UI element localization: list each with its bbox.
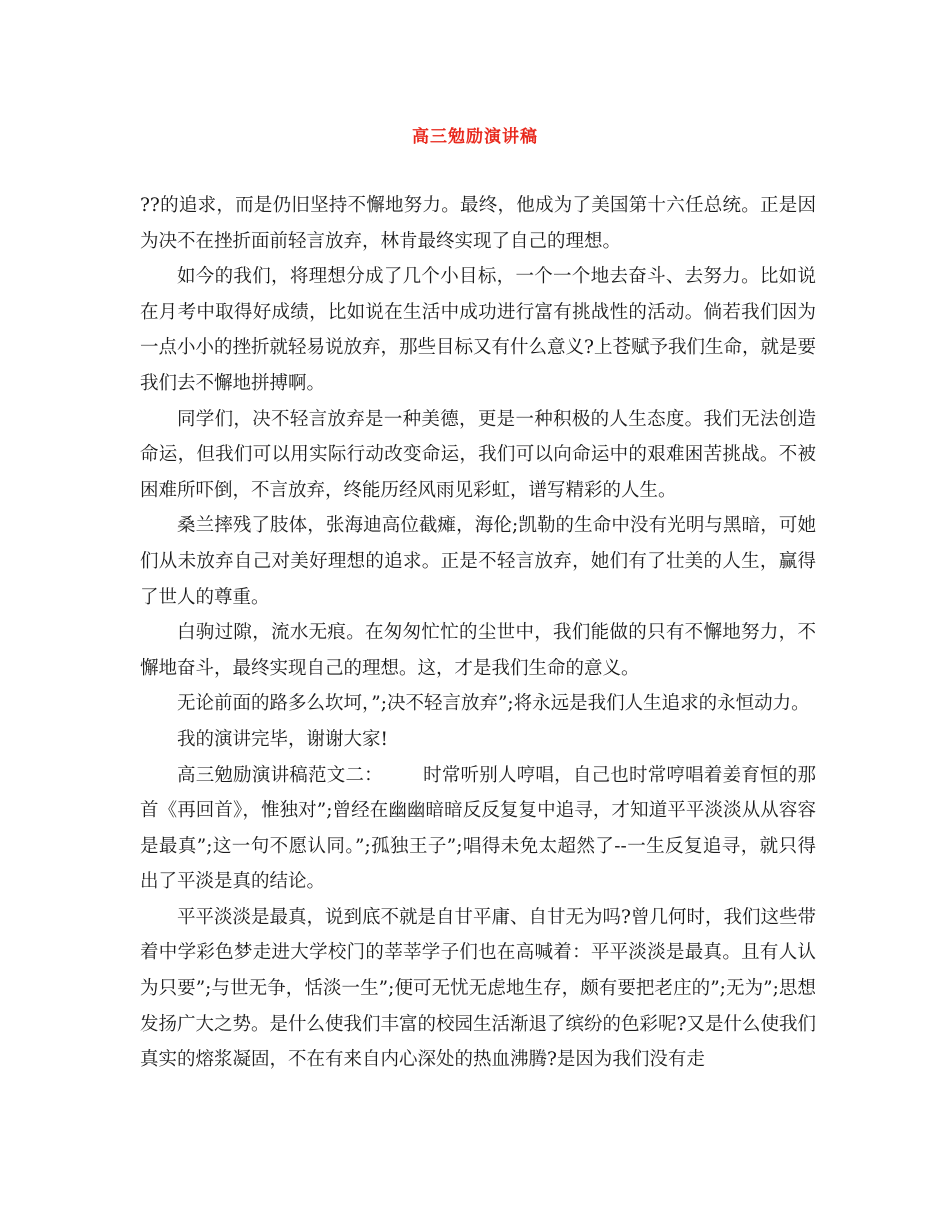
paragraph: 同学们，决不轻言放弃是一种美德，更是一种积极的人生态度。我们无法创造命运，但我们可以用实际行动改变命运，我们可以向命运中的艰难困苦挑战。不被困难所吓倒，不言放弃，终能历经风雨见彩虹，谱写精彩的人生。 — [140, 408, 816, 501]
paragraph: 我的演讲完毕，谢谢大家! — [177, 728, 388, 750]
document-title: 高三勉励演讲稿 — [412, 127, 538, 147]
paragraph: 平平淡淡是最真，说到底不就是自甘平庸、自甘无为吗?曾几何时，我们这些带着中学彩色梦走进大学校门的莘莘学子们也在高喊着：平平淡淡是最真。且有人认为只要”;与世无争，恬淡一生”;便可无忧无虑地生存，颇有要把老庄的”;无为”;思想发扬广大之势。是什么使我们丰富的校园生活渐退了缤纷的色彩呢?又是什么使我们真实的熔浆凝固，不在有来自内心深处的热血沸腾?是因为我们没有走 — [140, 906, 816, 1071]
paragraph: ??的追求，而是仍旧坚持不懈地努力。最终，他成为了美国第十六任总统。正是因为决不在挫折面前轻言放弃，林肯最终实现了自己的理想。 — [140, 195, 816, 252]
document-body — [140, 188, 816, 1078]
section-first-text: 时常听别人哼唱，自己也时常哼唱着姜育恒的那首《再回首》，惟独对”;曾经在幽幽暗暗反反复复中追寻，才知道平平淡淡从从容容是最真”;这一句不愿认同。”;孤独王子”;唱得未免太超然了--一生反复追寻，就只得出了平淡是真的结论。 — [140, 764, 816, 893]
section-paragraph — [140, 758, 816, 900]
paragraph: 白驹过隙，流水无痕。在匆匆忙忙的尘世中，我们能做的只有不懈地努力，不懈地奋斗，最终实现自己的理想。这，才是我们生命的意义。 — [140, 622, 816, 679]
section-heading: 高三勉励演讲稿范文二： — [177, 764, 383, 786]
paragraph: 无论前面的路多么坎坷，”;决不轻言放弃”;将永远是我们人生追求的永恒动力。 — [177, 693, 810, 715]
paragraph: 桑兰摔残了肢体，张海迪高位截瘫，海伦;凯勒的生命中没有光明与黑暗，可她们从未放弃自己对美好理想的追求。正是不轻言放弃，她们有了壮美的人生，赢得了世人的尊重。 — [140, 515, 816, 608]
paragraph: 如今的我们，将理想分成了几个小目标，一个一个地去奋斗、去努力。比如说在月考中取得好成绩，比如说在生活中成功进行富有挑战性的活动。倘若我们因为一点小小的挫折就轻易说放弃，那些目标又有什么意义?上苍赋予我们生命，就是要我们去不懈地拼搏啊。 — [140, 266, 816, 394]
